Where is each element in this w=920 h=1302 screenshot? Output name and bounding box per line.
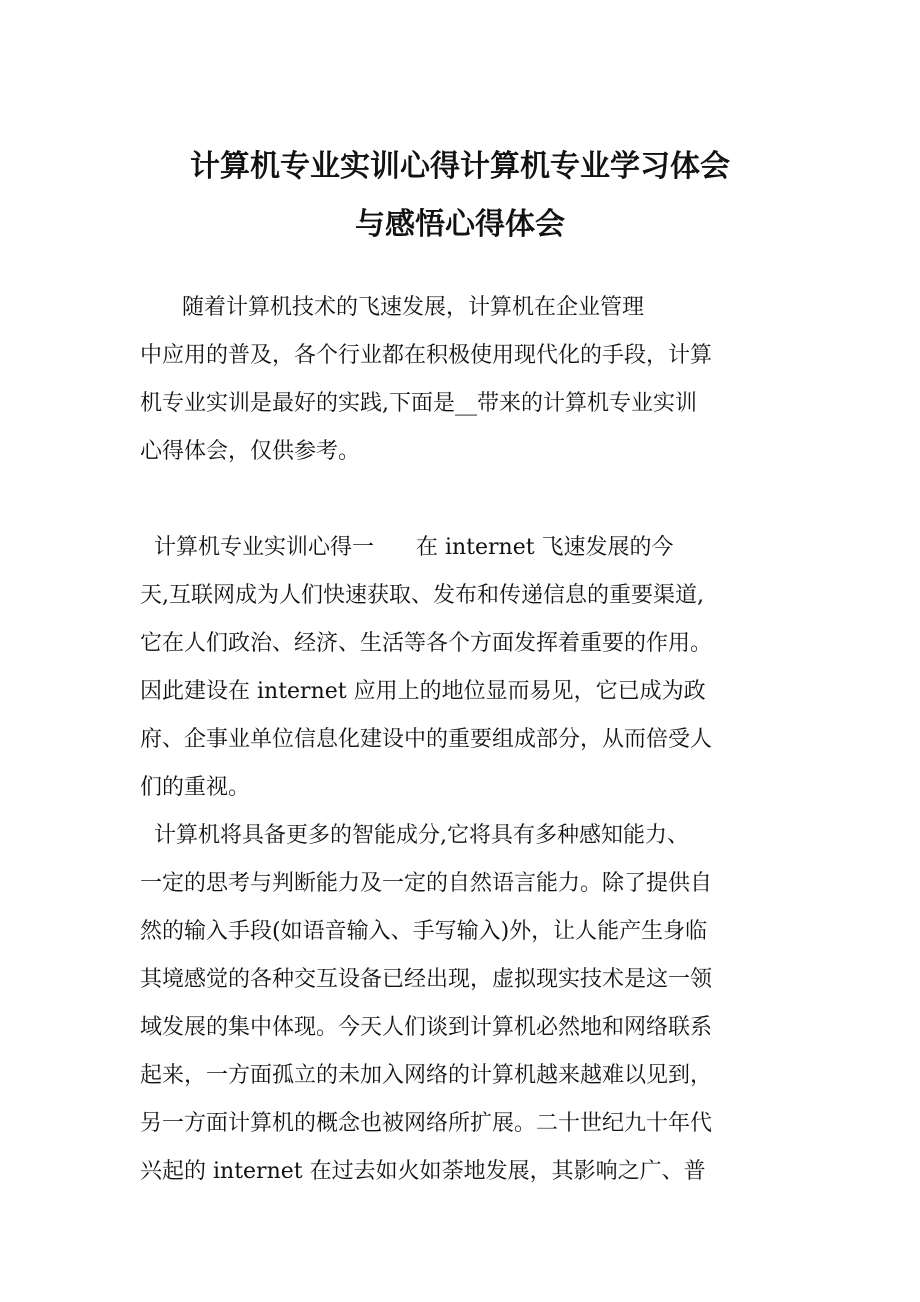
paragraph-line: 天,互联网成为人们快速获取、发布和传递信息的重要渠道, [140,583,704,608]
paragraph-line: 心得体会，仅供参考。 [140,439,361,464]
paragraph-line: 府、企事业单位信息化建设中的重要组成部分，从而倍受人 [140,727,713,752]
paragraph-line: 随着计算机技术的飞速发展，计算机在企业管理 [140,295,644,320]
intro-paragraph [140,284,800,476]
paragraph-line: 一定的思考与判断能力及一定的自然语言能力。除了提供自 [140,871,713,896]
paragraph-line: 另一方面计算机的概念也被网络所扩展。二十世纪九十年代 [140,1111,713,1136]
paragraph-line: 计算机将具备更多的智能成分,它将具有多种感知能力、 [140,823,689,848]
paragraph-line: 因此建设在 internet 应用上的地位显而易见，它已成为政 [140,679,706,704]
paragraph-line: 兴起的 internet 在过去如火如荼地发展，其影响之广、普 [140,1159,706,1184]
paragraph-line: 起来，一方面孤立的未加入网络的计算机越来越难以见到， [140,1063,713,1088]
paragraph-line: 计算机专业实训心得一 在 internet 飞速发展的今 [140,535,674,560]
section-two-paragraph [140,812,800,1196]
paragraph-line: 们的重视。 [140,775,251,800]
paragraph-line: 域发展的集中体现。今天人们谈到计算机必然地和网络联系 [140,1015,713,1040]
section-one-paragraph [140,524,800,812]
document-title-line-1: 计算机专业实训心得计算机专业学习体会 [190,149,730,184]
paragraph-line: 其境感觉的各种交互设备已经出现，虚拟现实技术是这一领 [140,967,713,992]
paragraph-line: 它在人们政治、经济、生活等各个方面发挥着重要的作用。 [140,631,713,656]
paragraph-line: 中应用的普及，各个行业都在积极使用现代化的手段，计算 [140,343,713,368]
document-title-line-2: 与感悟心得体会 [355,207,565,242]
paragraph-line: 然的输入手段(如语音输入、手写输入)外，让人能产生身临 [140,919,708,944]
paragraph-line: 机专业实训是最好的实践,下面是__带来的计算机专业实训 [140,391,697,416]
